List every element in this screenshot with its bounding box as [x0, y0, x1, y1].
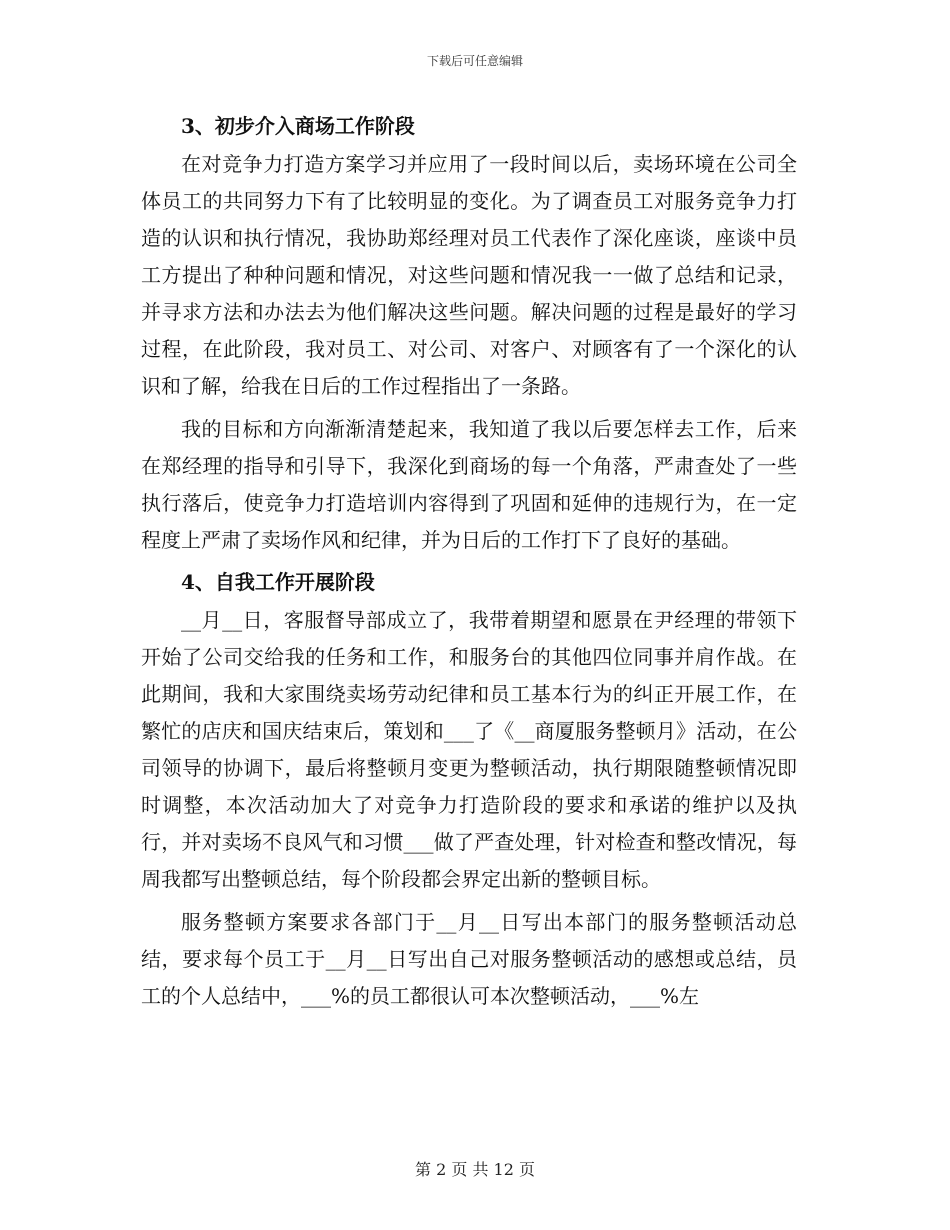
paragraph: 在对竞争力打造方案学习并应用了一段时间以后，卖场环境在公司全体员工的共同努力下有了比较明显的变化。为了调查员工对服务竞争力打造的认识和执行情况，我协助郑经理对员工代表作了深化座谈，座谈中员工方提出了种种问题和情况，对这些问题和情况我一一做了总结和记录，并寻求方法和办法去为他们解决这些问题。解决问题的过程是最好的学习过程，在此阶段，我对员工、对公司、对客户、对顾客有了一个深化的认识和了解，给我在日后的工作过程指出了一条路。: [141, 152, 797, 398]
paragraph: __月__日，客服督导部成立了，我带着期望和愿景在尹经理的带领下开始了公司交给我的任务和工作，和服务台的其他四位同事并肩作战。在此期间，我和大家围绕卖场劳动纪律和员工基本行为的纠正开展工作，在繁忙的店庆和国庆结束后，策划和___了《__商厦服务整顿月》活动，在公司领导的协调下，最后将整顿月变更为整顿活动，执行期限随整顿情况即时调整，本次活动加大了对竞争力打造阶段的要求和承诺的维护以及执行，并对卖场不良风气和习惯___做了严查处理，针对检查和整改情况，每周我都写出整顿总结，每个阶段都会界定出新的整顿目标。: [141, 608, 797, 891]
page-header: 下载后可任意编辑: [426, 54, 523, 68]
document-body: [141, 106, 797, 1015]
section-heading-4: 4、自我工作开展阶段: [181, 570, 375, 594]
page-footer: 第 2 页 共 12 页: [415, 1160, 535, 1179]
section-heading-3: 3、初步介入商场工作阶段: [181, 114, 415, 138]
paragraph: 服务整顿方案要求各部门于__月__日写出本部门的服务整顿活动总结，要求每个员工于__月__日写出自己对服务整顿活动的感想或总结，员工的个人总结中，___%的员工都很认可本次整顿活动，___%左: [141, 910, 797, 1008]
paragraph: 我的目标和方向渐渐清楚起来，我知道了我以后要怎样去工作，后来在郑经理的指导和引导下，我深化到商场的每一个角落，严肃查处了一些执行落后，使竞争力打造培训内容得到了巩固和延伸的违规行为，在一定程度上严肃了卖场作风和纪律，并为日后的工作打下了良好的基础。: [141, 417, 797, 552]
